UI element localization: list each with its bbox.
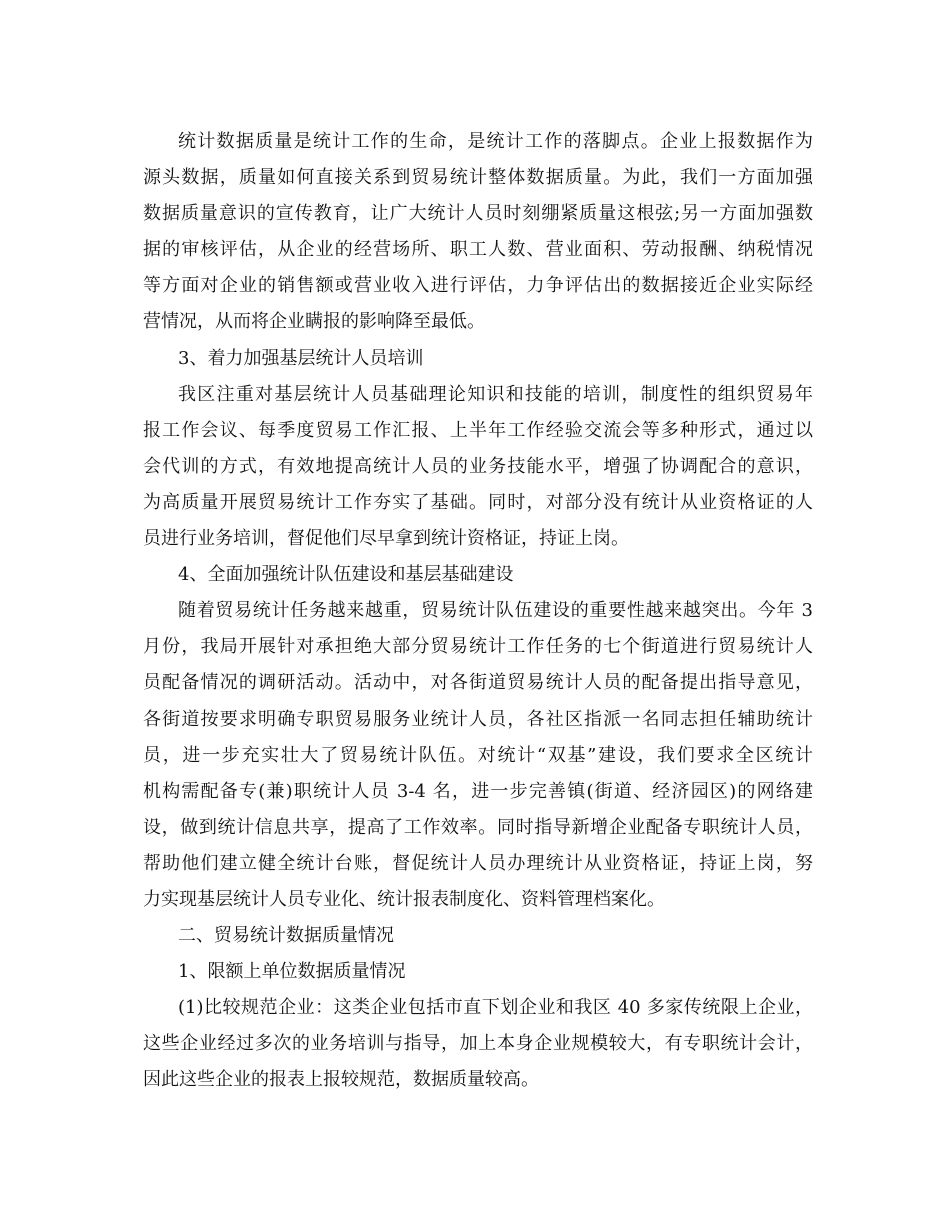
paragraph-line: 报工作会议、每季度贸易工作汇报、上半年工作经验交流会等多种形式，通过以 bbox=[143, 419, 813, 441]
section-heading: 4、全面加强统计队伍建设和基层基础建设 bbox=[178, 564, 514, 586]
paragraph-line: 我区注重对基层统计人员基础理论知识和技能的培训，制度性的组织贸易年 bbox=[178, 383, 813, 405]
paragraph-line: 据的审核评估，从企业的经营场所、职工人数、营业面积、劳动报酬、纳税情况 bbox=[143, 239, 813, 261]
paragraph-line: 月份，我局开展针对承担绝大部分贸易统计工作任务的七个街道进行贸易统计人 bbox=[143, 636, 813, 658]
paragraph-line: 源头数据，质量如何直接关系到贸易统计整体数据质量。为此，我们一方面加强 bbox=[143, 167, 813, 189]
paragraph-line: 统计数据质量是统计工作的生命，是统计工作的落脚点。企业上报数据作为 bbox=[178, 131, 813, 152]
paragraph-line: 各街道按要求明确专职贸易服务业统计人员，各社区指派一名同志担任辅助统计 bbox=[143, 708, 813, 730]
document-body bbox=[143, 124, 813, 1099]
paragraph-line: 员进行业务培训，督促他们尽早拿到统计资格证，持证上岗。 bbox=[143, 528, 629, 550]
paragraph-line: 数据质量意识的宣传教育，让广大统计人员时刻绷紧质量这根弦;另一方面加强数 bbox=[143, 203, 813, 225]
paragraph-line: 力实现基层统计人员专业化、统计报表制度化、资料管理档案化。 bbox=[143, 888, 665, 910]
paragraph-line: 会代训的方式，有效地提高统计人员的业务技能水平，增强了协调配合的意识， bbox=[143, 455, 813, 477]
paragraph-line: 员，进一步充实壮大了贸易统计队伍。对统计“双基”建设，我们要求全区统计 bbox=[143, 744, 813, 766]
paragraph-line: 随着贸易统计任务越来越重，贸易统计队伍建设的重要性越来越突出。今年 3 bbox=[178, 600, 813, 622]
paragraph-line: (1)比较规范企业：这类企业包括市直下划企业和我区 40 多家传统限上企业， bbox=[178, 997, 813, 1019]
paragraph-line: 为高质量开展贸易统计工作夯实了基础。同时，对部分没有统计从业资格证的人 bbox=[143, 491, 813, 513]
section-heading: 二、贸易统计数据质量情况 bbox=[178, 925, 394, 947]
paragraph-line: 营情况，从而将企业瞒报的影响降至最低。 bbox=[143, 311, 485, 333]
paragraph-line: 等方面对企业的销售额或营业收入进行评估，力争评估出的数据接近企业实际经 bbox=[143, 275, 813, 297]
paragraph-line: 这些企业经过多次的业务培训与指导，加上本身企业规模较大，有专职统计会计， bbox=[143, 1033, 813, 1055]
paragraph-line: 员配备情况的调研活动。活动中，对各街道贸易统计人员的配备提出指导意见， bbox=[143, 672, 813, 694]
paragraph-line: 机构需配备专(兼)职统计人员 3-4 名，进一步完善镇(街道、经济园区)的网络建 bbox=[143, 780, 813, 802]
section-heading: 3、着力加强基层统计人员培训 bbox=[178, 347, 424, 369]
paragraph-line: 帮助他们建立健全统计台账，督促统计人员办理统计从业资格证，持证上岗，努 bbox=[143, 852, 813, 874]
paragraph-line: 设，做到统计信息共享，提高了工作效率。同时指导新增企业配备专职统计人员， bbox=[143, 816, 813, 838]
paragraph-line: 因此这些企业的报表上报较规范，数据质量较高。 bbox=[143, 1069, 539, 1091]
subsection-heading: 1、限额上单位数据质量情况 bbox=[178, 961, 406, 983]
